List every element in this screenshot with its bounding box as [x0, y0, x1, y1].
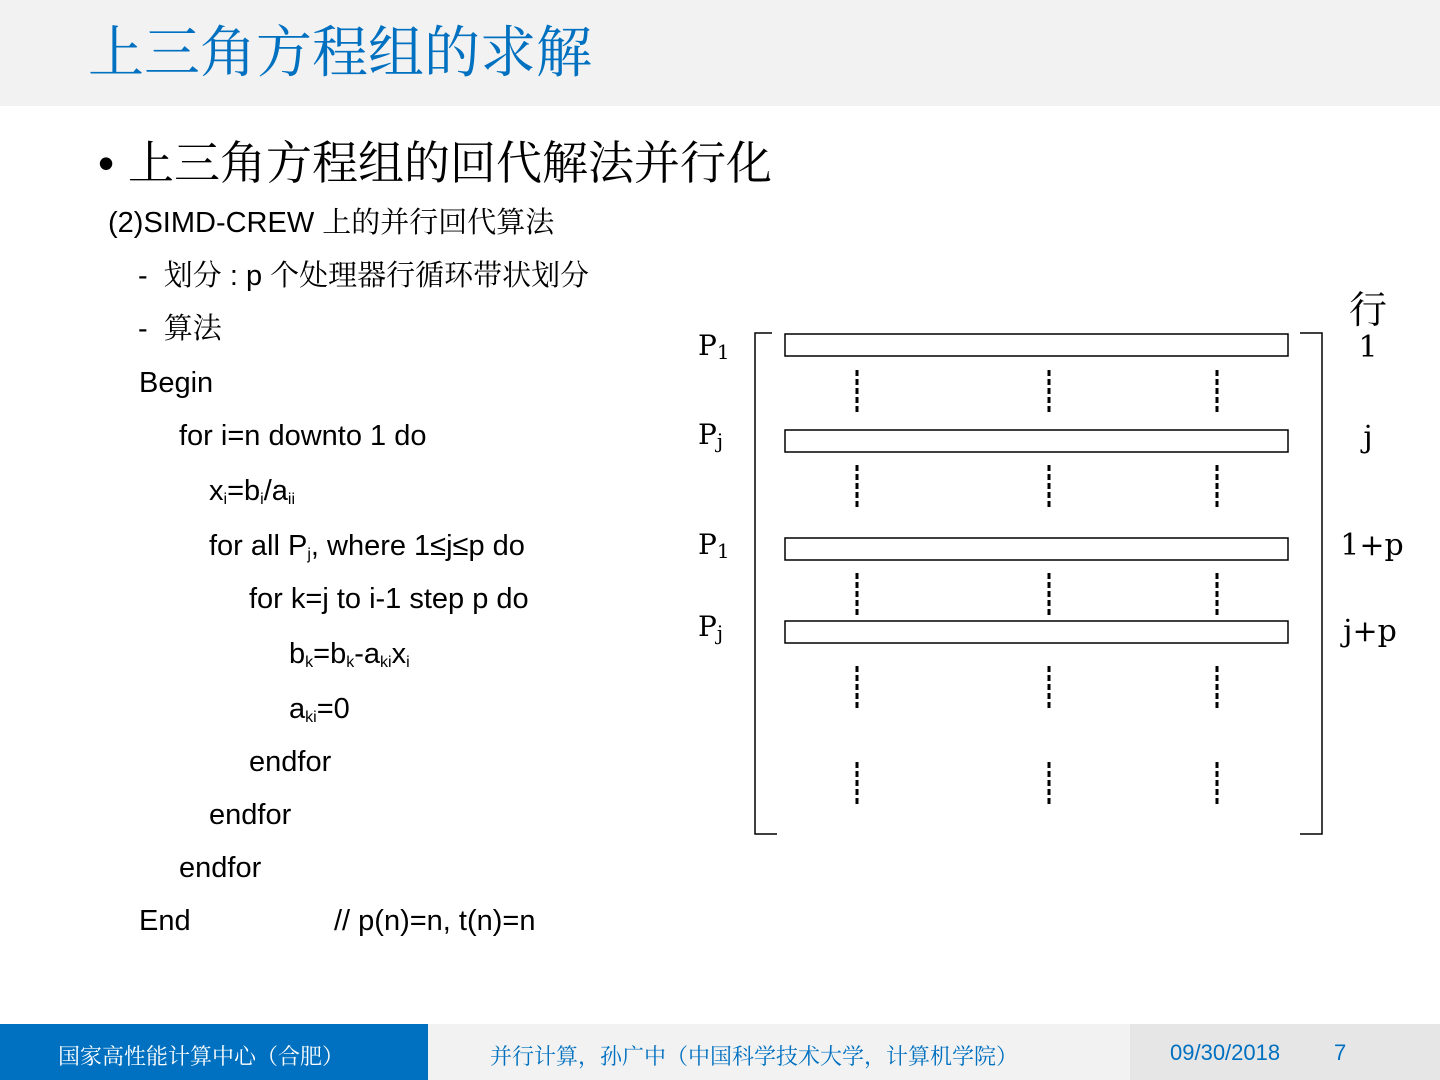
row-index-label: 1+p — [1340, 528, 1404, 563]
footer-org-text: 国家高性能计算中心（合肥） — [58, 1044, 345, 1069]
row-bar — [785, 334, 1288, 356]
processor-label: P1 — [698, 528, 730, 563]
code-end: End — [139, 905, 191, 937]
code-endfor: endfor — [209, 799, 292, 831]
row-index-label: 1 — [1358, 330, 1378, 365]
code-for-i: for i=n downto 1 do — [179, 420, 427, 452]
code-sub: ii — [287, 491, 295, 508]
footer-date: 09/30/2018 — [1170, 1040, 1281, 1065]
processor-label: P1 — [698, 329, 730, 364]
row-index-label: j+p — [1343, 614, 1397, 649]
list-item-text: 算法 — [163, 313, 222, 345]
code-for-k: for k=j to i-1 step p do — [249, 583, 529, 615]
processor-label: Pj — [698, 418, 724, 453]
processor-label: Pj — [698, 610, 724, 645]
footer-course — [428, 1024, 1130, 1080]
code-part: =b — [313, 638, 347, 670]
row-bar — [785, 430, 1288, 452]
bullet-text: 上三角方程组的回代解法并行化 — [128, 137, 772, 189]
code-endfor: endfor — [249, 746, 332, 778]
code-part: -a — [354, 638, 381, 670]
code-part: /a — [263, 475, 288, 507]
row-column-header: 行 — [1348, 288, 1388, 332]
code-sub: ki — [380, 654, 392, 671]
code-sub: k — [305, 654, 314, 671]
bullet-icon: • — [98, 137, 115, 189]
code-sub: ki — [305, 709, 317, 726]
code-sub: i — [260, 491, 264, 508]
code-part: x — [209, 475, 224, 507]
left-bracket — [755, 333, 777, 834]
code-sub: k — [346, 654, 355, 671]
code-part: =0 — [316, 693, 350, 725]
footer-course-text: 并行计算，孙广中（中国科学技术大学，计算机学院） — [490, 1044, 1019, 1069]
code-part: b — [289, 638, 306, 670]
row-bar — [785, 538, 1288, 560]
footer-meta — [1130, 1024, 1440, 1080]
code-comment: // p(n)=n, t(n)=n — [334, 905, 536, 937]
footer-page-number: 7 — [1334, 1040, 1347, 1065]
footer-org — [0, 1024, 428, 1080]
right-bracket — [1300, 333, 1322, 834]
code-sub: i — [406, 654, 410, 671]
code-sub: i — [223, 491, 228, 508]
slide-title: 上三角方程组的求解 — [88, 21, 592, 84]
row-bar — [785, 621, 1288, 643]
ellipsis-markers — [857, 370, 1217, 805]
dash-icon: - — [138, 313, 148, 345]
code-part: a — [289, 693, 306, 725]
code-part: x — [391, 638, 407, 670]
subheading: (2)SIMD-CREW 上的并行回代算法 — [108, 207, 555, 239]
code-sub: j — [307, 546, 311, 563]
code-part: =b — [227, 475, 261, 507]
dash-icon: - — [138, 260, 148, 292]
list-item-text: 划分 : p 个处理器行循环带状划分 — [163, 260, 590, 292]
code-begin: Begin — [139, 367, 214, 399]
row-index-label: j — [1363, 420, 1373, 455]
code-part: for all P — [209, 530, 308, 562]
code-endfor: endfor — [179, 852, 262, 884]
code-part: , where 1≤j≤p do — [310, 530, 525, 562]
